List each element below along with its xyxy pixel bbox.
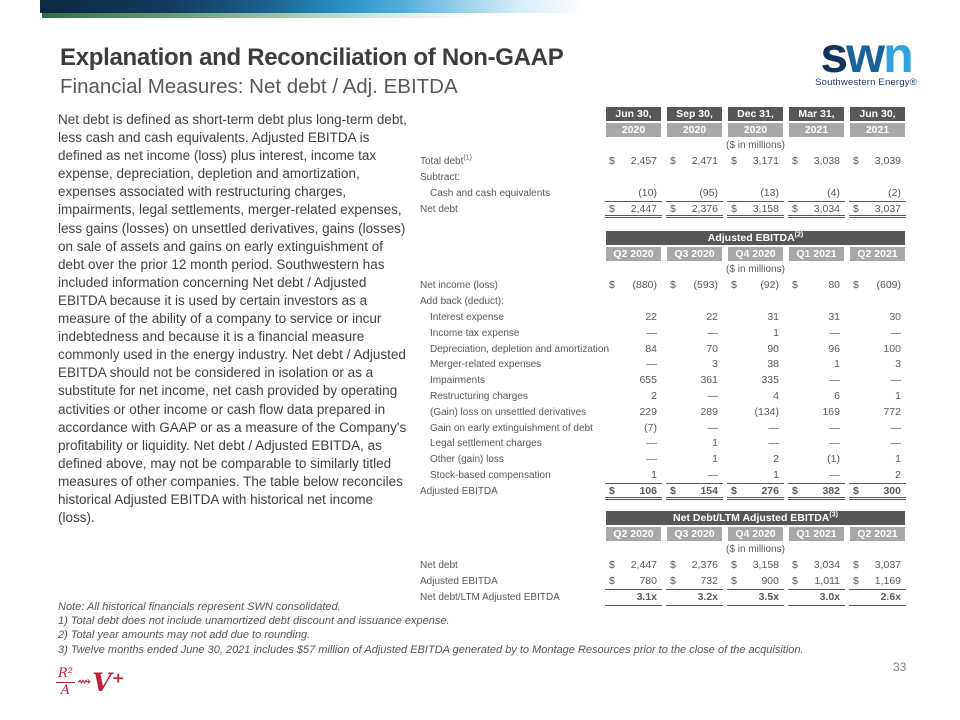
value-cell: — (707, 389, 718, 402)
value-cell: (13) (727, 186, 784, 202)
value-cell: — (768, 437, 779, 450)
value-cell: — (788, 468, 845, 484)
column-header: 2020 (667, 123, 722, 137)
value-cell: — (666, 468, 723, 484)
value-cell: — (890, 421, 901, 434)
swn-logo-letter-s: s (820, 27, 847, 83)
value-cell: $ 3,037 (853, 559, 901, 572)
units-spacer (420, 263, 603, 279)
slide-subtitle: Financial Measures: Net debt / Adj. EBITDA (60, 75, 458, 98)
value-cell: $ 2,376 (670, 559, 718, 572)
value-cell: — (890, 437, 901, 450)
swn-logo-letter-n: n (883, 27, 912, 83)
value-cell: $ 3,037 (849, 202, 906, 218)
value-cell: 38 (767, 358, 779, 371)
units-label: ($ in millions) (726, 139, 785, 151)
row-label: Gain on early extinguishment of debt (430, 422, 593, 434)
table-span-header: Net Debt/LTM Adjusted EBITDA$^{(3)}$ (606, 511, 905, 525)
row-label: Total debt$^{(1)}$ (420, 155, 472, 168)
column-header: Mar 31, (789, 107, 844, 121)
row-label: Adjusted EBITDA (420, 576, 498, 588)
value-cell: $ (609) (853, 279, 901, 292)
value-cell: 169 (822, 405, 840, 418)
value-cell (666, 294, 723, 310)
formula-arrow-icon: ⇝ (77, 672, 92, 692)
row-label: Net debt (420, 203, 458, 215)
swn-logo-letter-w: w (846, 27, 884, 83)
units-spacer (420, 139, 603, 155)
row-label: Other (gain) loss (430, 454, 504, 466)
swn-logo-subtext: Southwestern Energy® (815, 77, 917, 88)
value-cell: $ (593) (670, 279, 718, 292)
value-cell: $ 382 (788, 484, 845, 500)
footnote-1: 1) Total debt does not include unamortized debt discount and issuance expense. (58, 615, 450, 628)
value-cell: 3.0x (788, 590, 845, 606)
value-cell: — (646, 453, 657, 466)
column-header: Sep 30, (667, 107, 722, 121)
formula-denominator: A (60, 682, 71, 698)
swn-logo (800, 27, 932, 88)
value-cell: — (707, 326, 718, 339)
value-cell: 84 (645, 342, 657, 355)
page-number: 33 (893, 660, 907, 674)
column-header: Dec 31, (728, 107, 783, 121)
value-cell: 4 (773, 389, 779, 402)
header-gradient-bar (40, 0, 585, 13)
row-label: Merger-related expenses (430, 359, 542, 371)
value-cell: $ 2,447 (605, 202, 662, 218)
footnotes (58, 600, 908, 657)
value-cell: $ 1,169 (849, 574, 906, 590)
adjusted-ebitda-table (420, 231, 908, 500)
value-cell: 655 (639, 374, 657, 387)
row-label: Adjusted EBITDA (420, 485, 498, 497)
value-cell: — (768, 421, 779, 434)
slide-title: Explanation and Reconciliation of Non-GAAP (60, 44, 564, 71)
column-header: Jun 30, (850, 107, 905, 121)
column-header: 2020 (728, 123, 783, 137)
value-cell: 3.1x (605, 590, 662, 606)
row-label: Net income (loss) (420, 280, 498, 292)
value-cell (727, 294, 784, 310)
header-green-bar (42, 13, 472, 18)
value-cell: $ 3,158 (727, 202, 784, 218)
row-label: Legal settlement charges (430, 438, 542, 450)
value-cell: $ (92) (731, 279, 779, 292)
value-cell: $ 3,034 (792, 559, 840, 572)
footnote-2: 2) Total year amounts may not add due to rounding. (58, 629, 311, 642)
value-cell: 289 (700, 405, 718, 418)
value-cell: 22 (645, 310, 657, 323)
value-cell (788, 294, 845, 310)
value-cell: 31 (767, 310, 779, 323)
value-cell: $ 3,158 (731, 559, 779, 572)
value-cell (849, 294, 906, 310)
value-cell: $ 3,034 (788, 202, 845, 218)
value-cell: 1 (605, 468, 662, 484)
column-header: Q2 2020 (606, 247, 661, 261)
value-cell: 2 (651, 389, 657, 402)
value-cell: — (829, 326, 840, 339)
value-cell: 3 (895, 358, 901, 371)
value-cell (849, 170, 906, 186)
column-header: Q2 2020 (606, 527, 661, 541)
value-cell: $ 1,011 (788, 574, 845, 590)
value-cell: — (646, 358, 657, 371)
value-cell: $ 3,038 (792, 155, 840, 168)
column-header: 2020 (606, 123, 661, 137)
units-label: ($ in millions) (726, 543, 785, 555)
value-cell: (134) (754, 405, 779, 418)
value-cell: 90 (767, 342, 779, 355)
footnote-note: Note: All historical financials represent SWN consolidated. (58, 601, 341, 613)
value-cell: 361 (700, 374, 718, 387)
units-spacer (420, 543, 603, 559)
row-label: Income tax expense (430, 327, 520, 339)
row-label: Add back (deduct): (420, 296, 504, 308)
column-header: Q3 2020 (667, 247, 722, 261)
swn-formula-logo (56, 662, 125, 702)
value-cell: 3 (712, 358, 718, 371)
value-cell: — (890, 326, 901, 339)
header-spacer (420, 527, 603, 543)
value-cell: — (890, 374, 901, 387)
header-spacer (420, 511, 603, 527)
value-cell: 2 (849, 468, 906, 484)
column-header: 2021 (789, 123, 844, 137)
value-cell: 96 (828, 342, 840, 355)
row-label: Impairments (430, 375, 486, 387)
row-label: Cash and cash equivalents (430, 187, 551, 199)
header-spacer (420, 107, 603, 123)
value-cell: 772 (883, 405, 901, 418)
value-cell: 6 (834, 389, 840, 402)
value-cell: $ 780 (605, 574, 662, 590)
value-cell: (7) (644, 421, 657, 434)
value-cell: $ 732 (666, 574, 723, 590)
header-spacer (420, 231, 603, 247)
value-cell: $ 300 (849, 484, 906, 500)
value-cell: $ (880) (609, 279, 657, 292)
value-cell: 1 (712, 453, 718, 466)
formula-value: V⁺ (92, 667, 125, 697)
value-cell (605, 294, 662, 310)
column-header: 2021 (850, 123, 905, 137)
value-cell: 1 (834, 358, 840, 371)
value-cell (666, 170, 723, 186)
net-debt-table (420, 107, 908, 218)
body-text: Net debt is defined as short-term debt plus long-term debt, less cash and cash equivalents. Adjusted EBITDA is defined as net income (loss) plus interest, income tax expense, depreciation, depletion and amortization, expenses associated with restructuring charges, impairments, legal settlements, merger-related expenses, less gains (losses) on unsettled derivatives, gains (losses) on sale of assets and gains on early extinguishment of debt over the prior 12 month period. Southwestern has included information concerning Net debt / Adjusted EBITDA because it is used by certain investors as a measure of the ability of a company to service or incur indebtedness and because it is a financial measure commonly used in the energy industry. Net debt / Adjusted EBITDA should not be considered in isolation or as a substitute for net income, net cash provided by operating activities or other income or cash flow data prepared in accordance with GAAP or as a measure of the Company's profitability or liquidity. Net debt / Adjusted EBITDA, as defined above, may not be comparable to similarly titled measures of other companies. The table below reconciles historical Adjusted EBITDA with historical net income (loss). (58, 112, 407, 526)
value-cell: 229 (639, 405, 657, 418)
column-header: Q4 2020 (728, 527, 783, 541)
table-span-header: Adjusted EBITDA$^{(2)}$ (606, 231, 905, 245)
value-cell: $ 3,171 (731, 155, 779, 168)
formula-numerator: R² (58, 665, 73, 681)
value-cell: $ 154 (666, 484, 723, 500)
value-cell: $ 276 (727, 484, 784, 500)
value-cell: (1) (827, 453, 840, 466)
value-cell: 100 (883, 342, 901, 355)
value-cell: 2.6x (849, 590, 906, 606)
value-cell: — (646, 326, 657, 339)
value-cell: $ 3,039 (853, 155, 901, 168)
value-cell: $ 106 (605, 484, 662, 500)
value-cell: — (829, 421, 840, 434)
value-cell: (2) (849, 186, 906, 202)
units-label: ($ in millions) (726, 263, 785, 275)
value-cell: — (829, 374, 840, 387)
value-cell: — (646, 437, 657, 450)
row-label: Restructuring charges (430, 390, 528, 402)
column-header: Q1 2021 (789, 247, 844, 261)
header-spacer (420, 247, 603, 263)
row-label: Net debt (420, 560, 458, 572)
value-cell: $ 80 (792, 279, 840, 292)
value-cell: (95) (666, 186, 723, 202)
column-header: Q2 2021 (850, 247, 905, 261)
value-cell: — (707, 421, 718, 434)
value-cell (727, 170, 784, 186)
column-header: Q3 2020 (667, 527, 722, 541)
value-cell: 30 (889, 310, 901, 323)
footnote-3: 3) Twelve months ended June 30, 2021 includes $57 million of Adjusted EBITDA generated by to Montage Resources prior to the close of the acquisition. (58, 643, 804, 656)
row-label: Net debt/LTM Adjusted EBITDA (420, 591, 560, 603)
value-cell: 3.2x (666, 590, 723, 606)
formula-fraction (56, 667, 75, 697)
net-debt-ltm-table (420, 511, 908, 606)
row-label: Subtract: (420, 172, 461, 184)
value-cell: 1 (895, 453, 901, 466)
value-cell: 2 (773, 453, 779, 466)
row-label: Depreciation, depletion and amortization (430, 343, 609, 355)
value-cell: 22 (706, 310, 718, 323)
column-header: Q2 2021 (850, 527, 905, 541)
value-cell (788, 170, 845, 186)
value-cell: $ 2,376 (666, 202, 723, 218)
value-cell (605, 170, 662, 186)
header-spacer (420, 123, 603, 139)
column-header: Q1 2021 (789, 527, 844, 541)
value-cell: (10) (605, 186, 662, 202)
value-cell: 335 (761, 374, 779, 387)
value-cell: 31 (828, 310, 840, 323)
column-header: Q4 2020 (728, 247, 783, 261)
value-cell: $ 2,447 (609, 559, 657, 572)
value-cell: (4) (788, 186, 845, 202)
row-label: Stock-based compensation (430, 469, 551, 481)
value-cell: 70 (706, 342, 718, 355)
row-label: (Gain) loss on unsettled derivatives (430, 406, 587, 418)
value-cell: $ 900 (727, 574, 784, 590)
value-cell: 1 (727, 468, 784, 484)
value-cell: 1 (895, 389, 901, 402)
value-cell: 1 (712, 437, 718, 450)
row-label: Interest expense (430, 311, 504, 323)
value-cell: 1 (773, 326, 779, 339)
value-cell: 3.5x (727, 590, 784, 606)
value-cell: — (829, 437, 840, 450)
column-header: Jun 30, (606, 107, 661, 121)
value-cell: $ 2,457 (609, 155, 657, 168)
value-cell: $ 2,471 (670, 155, 718, 168)
